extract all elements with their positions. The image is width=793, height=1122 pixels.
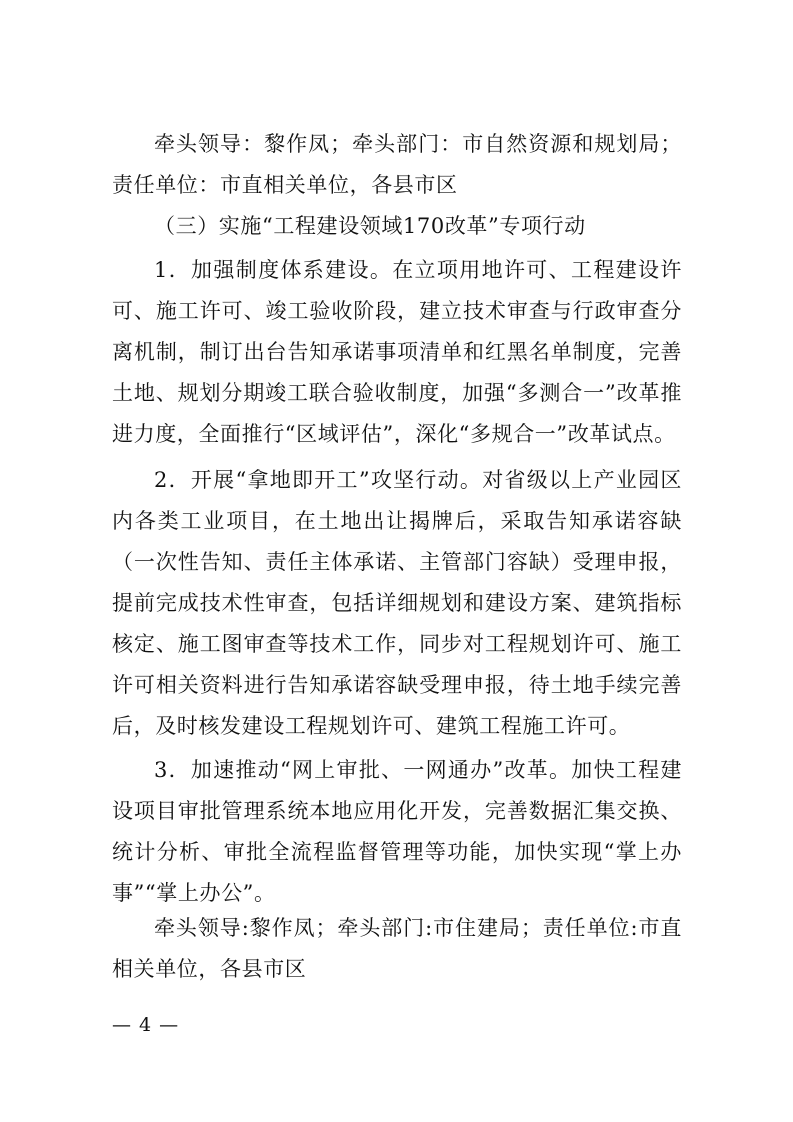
section-heading: （三）实施“工程建设领域170改革”专项行动 (154, 214, 586, 238)
responsibility-paragraph-2: 牵头领导:黎作凤；牵头部门:市住建局；责任单位:市直相关单位，各县市区 (112, 916, 682, 981)
item-paragraph-3: 3．加速推动“网上审批、一网通办”改革。加快工程建设项目审批管理系统本地应用化开发，完善数据汇集交换、统计分析、审批全流程监督管理等功能，加快实现“掌上办事”“掌上办公”。 (112, 758, 682, 905)
item-paragraph-1: 1．加强制度体系建设。在立项用地许可、工程建设许可、施工许可、竣工验收阶段，建立技术审查与行政审查分离机制，制订出台告知承诺事项清单和红黑名单制度，完善土地、规划分期竣工联合验收制度，加强“多测合一”改革推进力度，全面推行“区域评估”，深化“多规合一”改革试点。 (112, 258, 682, 446)
responsibility-paragraph-1: 牵头领导：黎作凤；牵头部门：市自然资源和规划局；责任单位：市直相关单位，各县市区 (112, 132, 682, 197)
page-number: — 4 — (112, 1014, 180, 1036)
item-paragraph-2: 2．开展“拿地即开工”攻坚行动。对省级以上产业园区内各类工业项目，在土地出让揭牌后，采取告知承诺容缺（一次性告知、责任主体承诺、主管部门容缺）受理申报，提前完成技术性审查，包括详细规划和建设方案、建筑指标核定、施工图审查等技术工作，同步对工程规划许可、施工许可相关资料进行告知承诺容缺受理申报，待土地手续完善后，及时核发建设工程规划许可、建筑工程施工许可。 (112, 468, 682, 738)
